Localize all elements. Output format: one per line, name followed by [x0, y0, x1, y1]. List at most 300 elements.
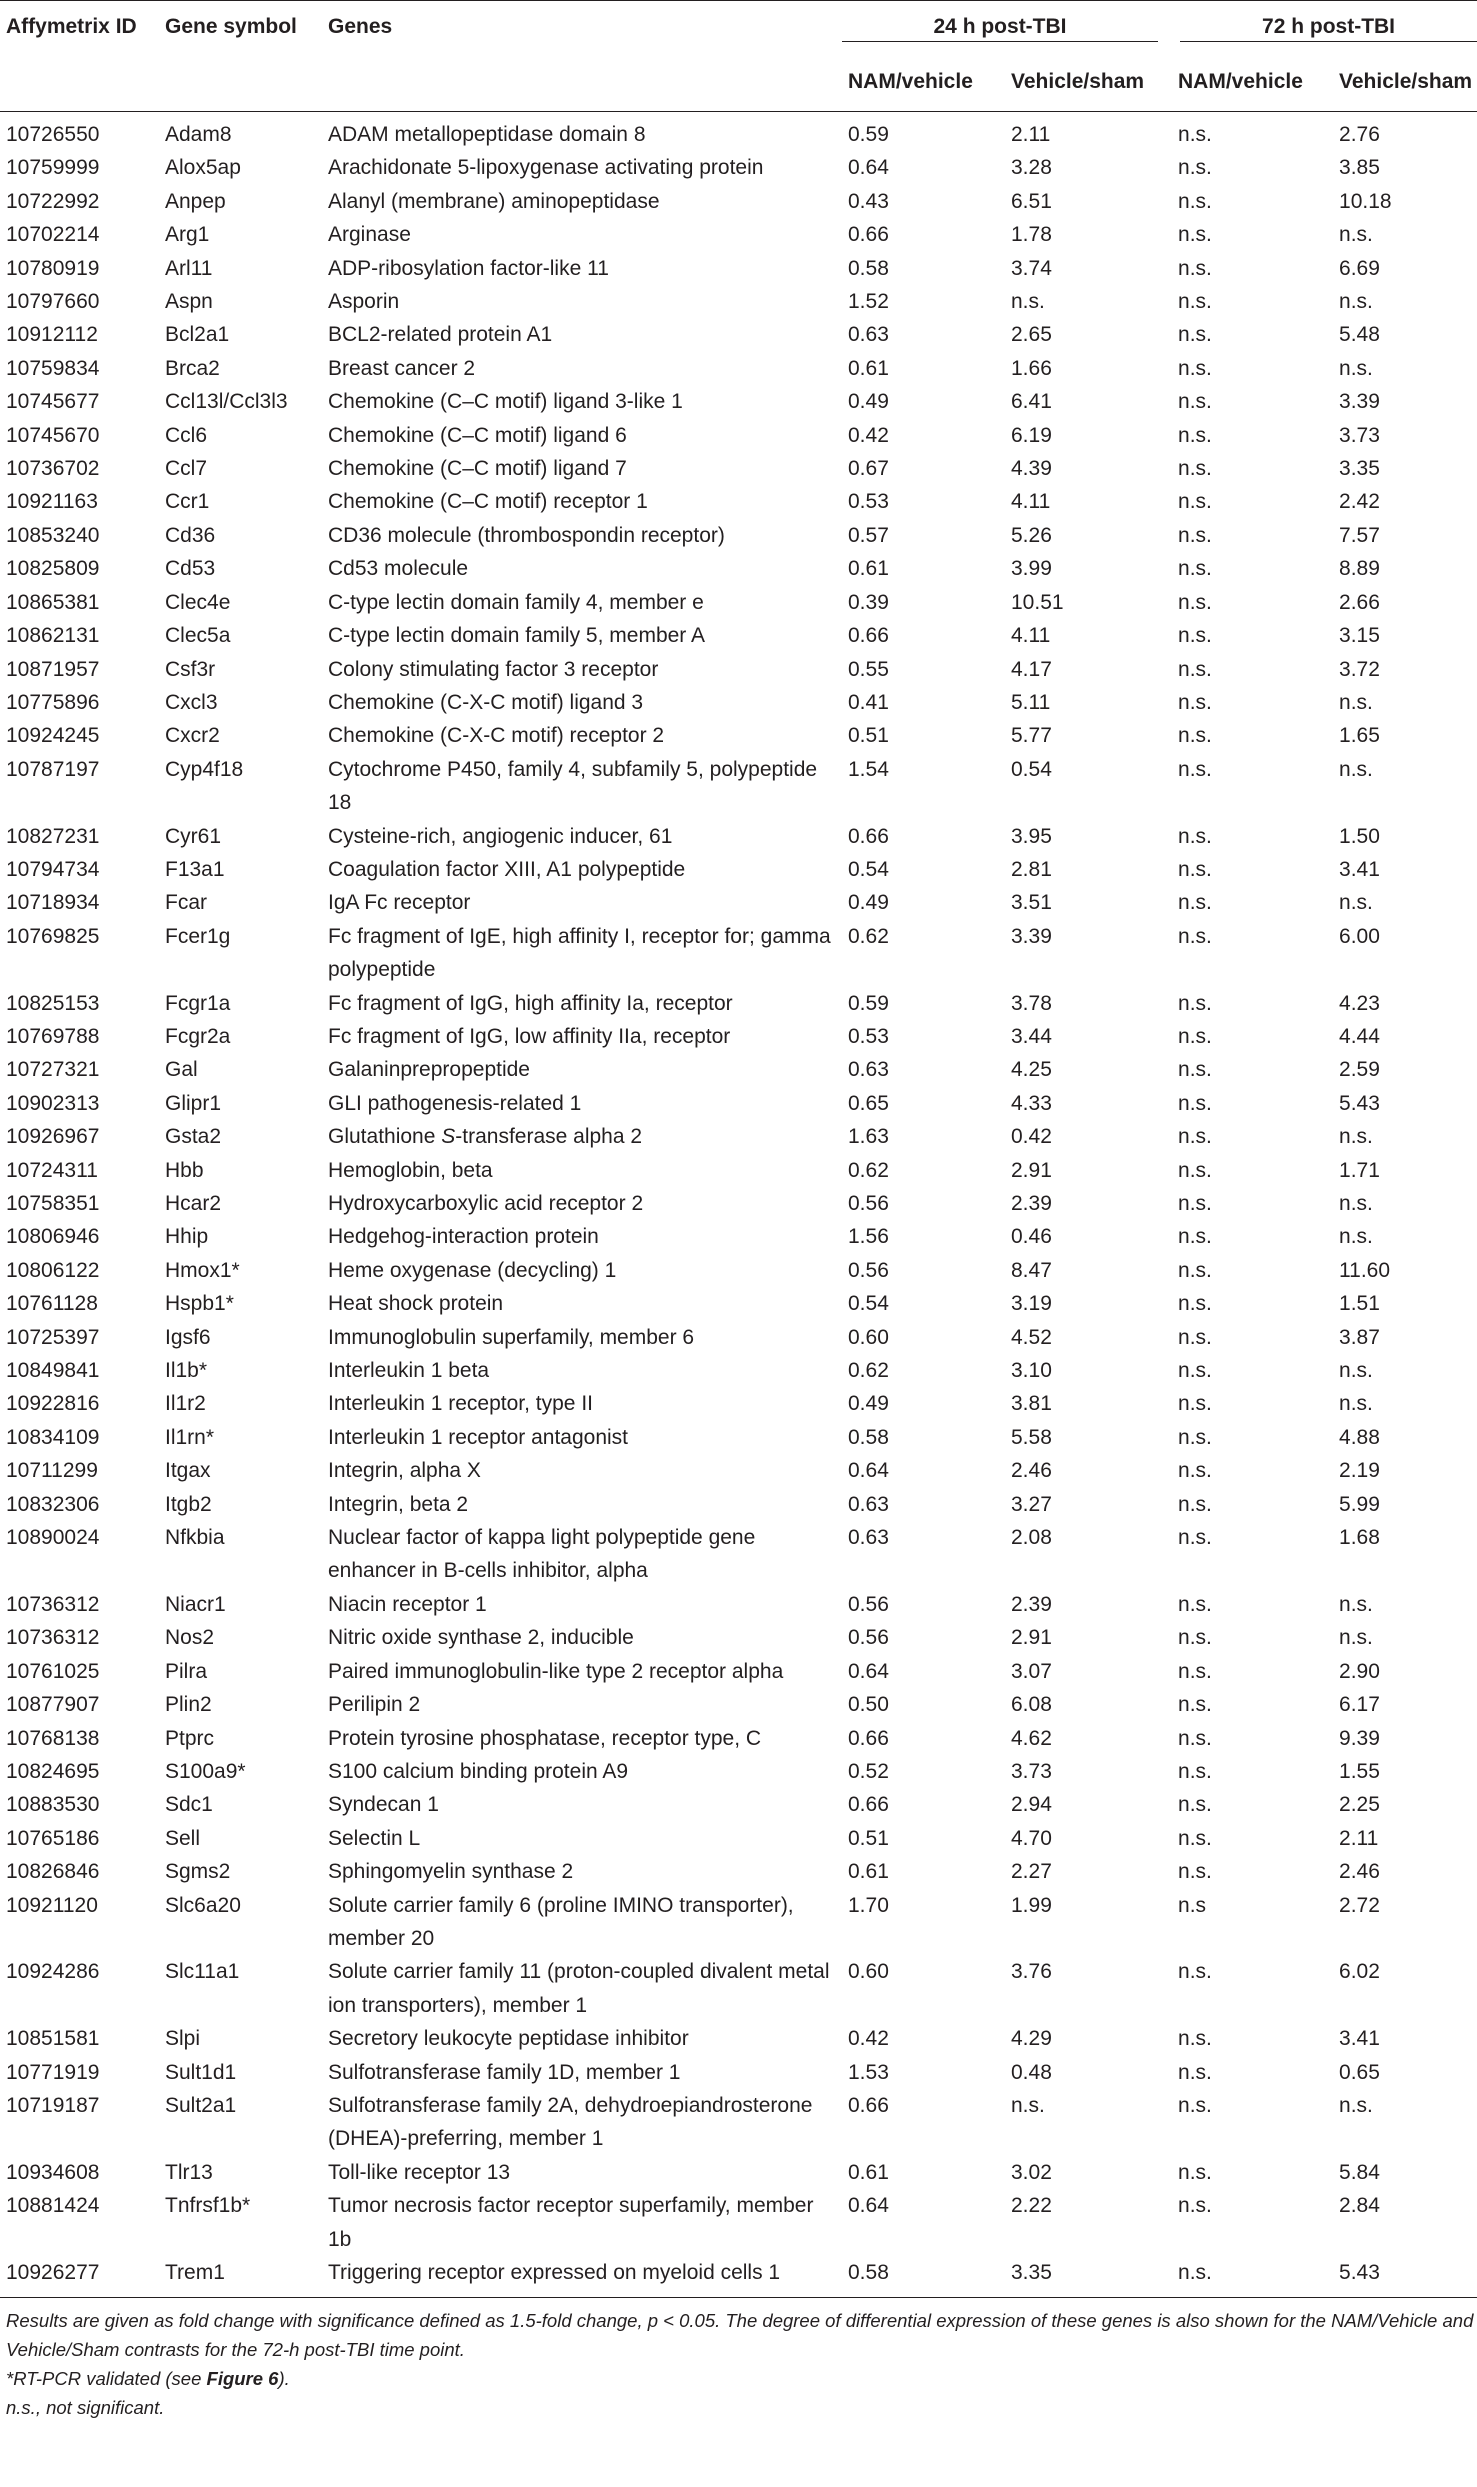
cell-gene-symbol: Pilra [165, 1659, 208, 1683]
cell-nam-vehicle-72h: n.s. [1178, 1526, 1212, 1550]
cell-vehicle-sham-72h: 9.39 [1339, 1726, 1380, 1750]
cell-affymetrix-id: 10769825 [6, 924, 100, 948]
cell-gene-name: Selectin L [328, 1826, 421, 1850]
cell-nam-vehicle-72h: n.s. [1178, 1024, 1212, 1048]
cell-nam-vehicle-72h: n.s. [1178, 2027, 1212, 2051]
cell-affymetrix-id: 10926967 [6, 1125, 100, 1149]
cell-nam-vehicle-72h: n.s. [1178, 757, 1212, 781]
cell-nam-vehicle-24h: 0.64 [848, 1459, 889, 1483]
cell-gene-symbol: Niacr1 [165, 1592, 226, 1616]
cell-gene-name: Alanyl (membrane) aminopeptidase [328, 189, 660, 213]
cell-vehicle-sham-24h: 2.39 [1011, 1192, 1052, 1215]
cell-nam-vehicle-24h: 0.49 [848, 1392, 889, 1416]
cell-nam-vehicle-72h: n.s. [1178, 423, 1212, 447]
cell-vehicle-sham-24h: 6.08 [1011, 1693, 1052, 1717]
header-group-24h [842, 1, 1172, 57]
cell-affymetrix-id: 10768138 [6, 1726, 100, 1750]
cell-gene-name: Protein tyrosine phosphatase, receptor type, C [328, 1726, 762, 1750]
cell-gene-symbol: Brca2 [165, 356, 220, 380]
table-row [0, 2022, 1477, 2055]
cell-gene-name: Chemokine (C-X-C motif) receptor 2 [328, 724, 665, 748]
cell-gene-symbol: Csf3r [165, 657, 216, 681]
cell-vehicle-sham-72h: 6.69 [1339, 256, 1380, 280]
table-row [0, 1053, 1477, 1086]
cell-vehicle-sham-72h: 5.43 [1339, 2261, 1380, 2284]
cell-vehicle-sham-72h: n.s. [1339, 1392, 1373, 1416]
cell-vehicle-sham-72h: 3.85 [1339, 156, 1380, 180]
table-row [0, 1387, 1477, 1420]
cell-gene-symbol: Gsta2 [165, 1125, 222, 1149]
cell-vehicle-sham-72h: 2.25 [1339, 1793, 1380, 1817]
table-row [0, 485, 1477, 518]
header-spacer [159, 57, 322, 112]
cell-vehicle-sham-24h: 3.73 [1011, 1759, 1052, 1783]
cell-nam-vehicle-24h: 0.56 [848, 1626, 889, 1650]
cell-nam-vehicle-24h: 0.58 [848, 1425, 889, 1449]
cell-gene-name: Fc fragment of IgG, high affinity Ia, receptor [328, 991, 733, 1015]
cell-gene-name: BCL2-related protein A1 [328, 323, 553, 347]
cell-nam-vehicle-24h: 0.50 [848, 1693, 889, 1717]
cell-nam-vehicle-72h: n.s. [1178, 590, 1212, 614]
cell-vehicle-sham-24h: 2.91 [1011, 1626, 1052, 1650]
cell-gene-name: Chemokine (C–C motif) ligand 3-like 1 [328, 390, 683, 414]
cell-vehicle-sham-72h: 6.02 [1339, 1960, 1380, 1984]
cell-vehicle-sham-24h: 3.07 [1011, 1659, 1052, 1683]
cell-nam-vehicle-72h: n.s. [1178, 323, 1212, 347]
header-vehicle-sham-72h: Vehicle/sham [1339, 69, 1473, 93]
cell-gene-symbol: Fcar [165, 891, 207, 915]
cell-nam-vehicle-72h: n.s. [1178, 1726, 1212, 1750]
cell-affymetrix-id: 10727321 [6, 1058, 100, 1082]
table-row [0, 1855, 1477, 1888]
cell-gene-name: C-type lectin domain family 5, member A [328, 624, 705, 648]
cell-nam-vehicle-24h: 0.63 [848, 1526, 889, 1550]
cell-gene-name: Chemokine (C–C motif) ligand 7 [328, 457, 627, 481]
cell-nam-vehicle-72h: n.s. [1178, 924, 1212, 948]
cell-affymetrix-id: 10780919 [6, 256, 100, 280]
cell-vehicle-sham-72h: 5.99 [1339, 1492, 1380, 1516]
cell-gene-symbol: S100a9* [165, 1759, 246, 1783]
cell-vehicle-sham-24h: 2.65 [1011, 323, 1052, 347]
cell-gene-symbol: Gal [165, 1058, 198, 1082]
cell-vehicle-sham-72h: 6.17 [1339, 1693, 1380, 1717]
cell-gene-symbol: Plin2 [165, 1693, 212, 1717]
cell-nam-vehicle-24h: 1.56 [848, 1225, 889, 1249]
cell-vehicle-sham-24h: 4.29 [1011, 2027, 1052, 2051]
cell-vehicle-sham-72h: n.s. [1339, 290, 1373, 314]
cell-gene-symbol: Glipr1 [165, 1091, 222, 1115]
table-row [0, 419, 1477, 452]
header-genes: Genes [328, 15, 393, 38]
cell-vehicle-sham-72h: 4.88 [1339, 1425, 1380, 1449]
cell-gene-name: Cysteine-rich, angiogenic inducer, 61 [328, 824, 673, 848]
cell-gene-name: Colony stimulating factor 3 receptor [328, 657, 659, 681]
cell-nam-vehicle-72h: n.s. [1178, 1626, 1212, 1650]
cell-vehicle-sham-72h: 2.42 [1339, 490, 1380, 514]
cell-nam-vehicle-24h: 0.66 [848, 223, 889, 247]
cell-gene-symbol: Il1r2 [165, 1392, 206, 1416]
cell-vehicle-sham-72h: 2.46 [1339, 1860, 1380, 1884]
cell-affymetrix-id: 10711299 [6, 1459, 98, 1483]
cell-gene-symbol: Sell [165, 1826, 201, 1850]
table-row [0, 552, 1477, 585]
cell-gene-name: Heme oxygenase (decycling) 1 [328, 1258, 617, 1282]
cell-vehicle-sham-72h: 7.57 [1339, 523, 1380, 547]
cell-nam-vehicle-72h: n.s. [1178, 156, 1212, 180]
cell-gene-name: Sulfotransferase family 1D, member 1 [328, 2060, 681, 2084]
cell-vehicle-sham-72h: 3.39 [1339, 390, 1380, 414]
cell-vehicle-sham-24h: 1.78 [1011, 223, 1052, 247]
cell-affymetrix-id: 10924245 [6, 724, 100, 748]
cell-vehicle-sham-24h: 4.11 [1011, 624, 1051, 648]
table-row [0, 2189, 1477, 2256]
cell-affymetrix-id: 10736312 [6, 1592, 100, 1616]
cell-affymetrix-id: 10825153 [6, 991, 100, 1015]
cell-gene-name: S100 calcium binding protein A9 [328, 1759, 629, 1783]
cell-gene-symbol: Itgax [165, 1459, 211, 1483]
cell-vehicle-sham-24h: 6.19 [1011, 423, 1052, 447]
cell-gene-symbol: Cd53 [165, 557, 216, 581]
table-row [0, 1621, 1477, 1654]
cell-vehicle-sham-72h: n.s. [1339, 891, 1373, 915]
cell-gene-symbol: Aspn [165, 290, 213, 314]
cell-nam-vehicle-24h: 0.64 [848, 1659, 889, 1683]
cell-gene-name: Breast cancer 2 [328, 356, 476, 380]
cell-vehicle-sham-72h: n.s. [1339, 1225, 1373, 1249]
cell-gene-name: Immunoglobulin superfamily, member 6 [328, 1325, 695, 1349]
header-group-72h-label: 72 h post-TBI [1180, 1, 1477, 42]
cell-nam-vehicle-72h: n.s. [1178, 290, 1212, 314]
cell-nam-vehicle-72h: n.s. [1178, 1759, 1212, 1783]
cell-gene-symbol: Ptprc [165, 1726, 215, 1750]
table-footnotes [0, 2306, 1477, 2422]
cell-affymetrix-id: 10912112 [6, 323, 98, 347]
cell-vehicle-sham-72h: n.s. [1339, 1592, 1373, 1616]
cell-vehicle-sham-24h: 2.27 [1011, 1860, 1052, 1884]
cell-nam-vehicle-24h: 0.42 [848, 2027, 889, 2051]
cell-affymetrix-id: 10769788 [6, 1024, 100, 1048]
cell-nam-vehicle-24h: 1.53 [848, 2060, 889, 2084]
cell-vehicle-sham-72h: 3.72 [1339, 657, 1380, 681]
cell-vehicle-sham-24h: 0.42 [1011, 1125, 1052, 1149]
cell-nam-vehicle-24h: 1.54 [848, 757, 889, 781]
cell-gene-name: Hemoglobin, beta [328, 1158, 493, 1182]
cell-gene-symbol: Ccl7 [165, 457, 208, 481]
table-row [0, 686, 1477, 719]
table-row [0, 1788, 1477, 1821]
cell-gene-symbol: Arg1 [165, 223, 210, 247]
cell-vehicle-sham-72h: n.s. [1339, 1192, 1373, 1215]
cell-vehicle-sham-24h: 4.25 [1011, 1058, 1052, 1082]
cell-vehicle-sham-72h: 1.50 [1339, 824, 1380, 848]
cell-affymetrix-id: 10824695 [6, 1759, 100, 1783]
cell-vehicle-sham-24h: 2.94 [1011, 1793, 1052, 1817]
cell-nam-vehicle-72h: n.s. [1178, 1359, 1212, 1383]
cell-affymetrix-id: 10759834 [6, 356, 100, 380]
cell-nam-vehicle-24h: 0.55 [848, 657, 889, 681]
cell-nam-vehicle-24h: 0.58 [848, 2261, 889, 2284]
cell-vehicle-sham-24h: 3.39 [1011, 924, 1052, 948]
table-row [0, 1889, 1477, 1956]
cell-nam-vehicle-72h: n.s. [1178, 490, 1212, 514]
cell-vehicle-sham-24h: 3.35 [1011, 2261, 1052, 2284]
header-group-72h [1172, 1, 1477, 57]
cell-nam-vehicle-24h: 0.52 [848, 1759, 889, 1783]
cell-affymetrix-id: 10851581 [6, 2027, 100, 2051]
cell-gene-name: ADP-ribosylation factor-like 11 [328, 256, 609, 280]
cell-nam-vehicle-24h: 0.58 [848, 256, 889, 280]
cell-gene-name: Glutathione S-transferase alpha 2 [328, 1125, 643, 1149]
table-row [0, 2089, 1477, 2156]
cell-gene-name: Cd53 molecule [328, 557, 469, 581]
cell-vehicle-sham-24h: 3.76 [1011, 1960, 1052, 1984]
cell-vehicle-sham-24h: 1.66 [1011, 356, 1052, 380]
cell-vehicle-sham-24h: 3.99 [1011, 557, 1052, 581]
cell-nam-vehicle-72h: n.s. [1178, 1425, 1212, 1449]
cell-gene-symbol: Adam8 [165, 123, 232, 146]
cell-gene-symbol: Hcar2 [165, 1192, 222, 1215]
cell-vehicle-sham-72h: 3.35 [1339, 457, 1380, 481]
cell-affymetrix-id: 10736312 [6, 1626, 100, 1650]
table-row [0, 1655, 1477, 1688]
cell-gene-name: Chemokine (C–C motif) ligand 6 [328, 423, 627, 447]
cell-gene-symbol: Igsf6 [165, 1325, 211, 1349]
table-row [0, 218, 1477, 251]
cell-vehicle-sham-72h: 3.41 [1339, 857, 1380, 881]
table-row [0, 1087, 1477, 1120]
cell-vehicle-sham-72h: 2.90 [1339, 1659, 1380, 1683]
cell-vehicle-sham-24h: 10.51 [1011, 590, 1064, 614]
cell-affymetrix-id: 10849841 [6, 1359, 100, 1383]
table-row [0, 2156, 1477, 2189]
cell-gene-symbol: Itgb2 [165, 1492, 212, 1516]
cell-gene-name: Galaninprepropeptide [328, 1058, 530, 1082]
cell-vehicle-sham-24h: 6.41 [1011, 390, 1052, 414]
cell-affymetrix-id: 10787197 [6, 757, 100, 781]
table-row [0, 185, 1477, 218]
cell-nam-vehicle-72h: n.s. [1178, 123, 1212, 146]
cell-affymetrix-id: 10759999 [6, 156, 100, 180]
cell-nam-vehicle-24h: 0.63 [848, 1492, 889, 1516]
cell-nam-vehicle-24h: 0.43 [848, 189, 889, 213]
cell-vehicle-sham-24h: 3.74 [1011, 256, 1052, 280]
cell-vehicle-sham-24h: 8.47 [1011, 1258, 1052, 1282]
cell-vehicle-sham-24h: 4.62 [1011, 1726, 1052, 1750]
cell-gene-symbol: Tnfrsf1b* [165, 2194, 251, 2218]
cell-gene-name: Arachidonate 5-lipoxygenase activating protein [328, 156, 764, 180]
header-affymetrix-id: Affymetrix ID [6, 15, 137, 38]
table-row [0, 285, 1477, 318]
cell-gene-name: Fc fragment of IgE, high affinity I, receptor for; gamma polypeptide [328, 924, 831, 982]
cell-nam-vehicle-72h: n.s. [1178, 690, 1212, 714]
cell-vehicle-sham-72h: n.s. [1339, 223, 1373, 247]
cell-affymetrix-id: 10722992 [6, 189, 100, 213]
cell-vehicle-sham-72h: 2.76 [1339, 123, 1380, 146]
cell-nam-vehicle-72h: n.s. [1178, 2261, 1212, 2284]
cell-nam-vehicle-72h: n.s. [1178, 657, 1212, 681]
cell-vehicle-sham-24h: 0.54 [1011, 757, 1052, 781]
cell-vehicle-sham-24h: 3.10 [1011, 1359, 1052, 1383]
cell-vehicle-sham-24h: 4.11 [1011, 490, 1051, 514]
cell-gene-symbol: Cxcl3 [165, 690, 218, 714]
cell-vehicle-sham-24h: 3.95 [1011, 824, 1052, 848]
table-row [0, 1187, 1477, 1220]
cell-nam-vehicle-24h: 0.62 [848, 1359, 889, 1383]
cell-affymetrix-id: 10794734 [6, 857, 100, 881]
cell-affymetrix-id: 10806122 [6, 1258, 100, 1282]
cell-gene-symbol: Cxcr2 [165, 724, 220, 748]
table-row [0, 820, 1477, 853]
cell-affymetrix-id: 10883530 [6, 1793, 100, 1817]
cell-gene-name: Toll-like receptor 13 [328, 2160, 511, 2184]
table-row [0, 920, 1477, 987]
cell-nam-vehicle-72h: n.s. [1178, 189, 1212, 213]
cell-gene-symbol: Arl11 [165, 256, 213, 280]
cell-affymetrix-id: 10902313 [6, 1091, 100, 1115]
table-row [0, 1521, 1477, 1588]
header-group-24h-label: 24 h post-TBI [842, 1, 1158, 42]
cell-vehicle-sham-72h: 4.44 [1339, 1024, 1380, 1048]
table-row [0, 886, 1477, 919]
cell-gene-name: Solute carrier family 6 (proline IMINO transporter), member 20 [328, 1893, 794, 1950]
cell-gene-name: Tumor necrosis factor receptor superfamily, member 1b [328, 2194, 814, 2251]
figure-6-link[interactable]: Figure 6 [206, 2368, 279, 2390]
cell-affymetrix-id: 10725397 [6, 1325, 100, 1349]
cell-gene-name: Niacin receptor 1 [328, 1592, 487, 1616]
cell-affymetrix-id: 10890024 [6, 1526, 100, 1550]
cell-nam-vehicle-72h: n.s. [1178, 557, 1212, 581]
cell-nam-vehicle-72h: n.s. [1178, 390, 1212, 414]
cell-affymetrix-id: 10761128 [6, 1292, 98, 1316]
cell-affymetrix-id: 10921120 [6, 1893, 98, 1917]
cell-gene-name: Hedgehog-interaction protein [328, 1225, 599, 1249]
cell-vehicle-sham-72h: 4.23 [1339, 991, 1380, 1015]
table-row [0, 318, 1477, 351]
cell-nam-vehicle-24h: 0.67 [848, 457, 889, 481]
cell-gene-symbol: Hhip [165, 1225, 209, 1249]
table-row [0, 1254, 1477, 1287]
cell-affymetrix-id: 10862131 [6, 624, 100, 648]
cell-gene-symbol: Il1b* [165, 1359, 208, 1383]
cell-vehicle-sham-24h: 4.70 [1011, 1826, 1052, 1850]
table-row [0, 1020, 1477, 1053]
cell-vehicle-sham-72h: 2.72 [1339, 1893, 1380, 1917]
cell-gene-symbol: Ccl6 [165, 423, 208, 447]
cell-gene-name: Interleukin 1 receptor antagonist [328, 1425, 629, 1449]
cell-gene-symbol: Tlr13 [165, 2160, 213, 2184]
cell-vehicle-sham-24h: 4.39 [1011, 457, 1052, 481]
cell-nam-vehicle-24h: 0.59 [848, 123, 889, 146]
cell-nam-vehicle-24h: 0.61 [848, 356, 889, 380]
cell-affymetrix-id: 10771919 [6, 2060, 100, 2084]
table-row [0, 1154, 1477, 1187]
cell-vehicle-sham-72h: 8.89 [1339, 557, 1380, 581]
cell-vehicle-sham-72h: 11.60 [1339, 1258, 1391, 1282]
cell-vehicle-sham-24h: 3.28 [1011, 156, 1052, 180]
cell-gene-name: Nitric oxide synthase 2, inducible [328, 1626, 634, 1650]
cell-vehicle-sham-24h: 3.27 [1011, 1492, 1052, 1516]
table-row [0, 987, 1477, 1020]
table-row [0, 2256, 1477, 2298]
cell-vehicle-sham-72h: 3.73 [1339, 423, 1380, 447]
cell-vehicle-sham-72h: n.s. [1339, 1359, 1373, 1383]
cell-nam-vehicle-72h: n.s. [1178, 2160, 1212, 2184]
cell-nam-vehicle-72h: n.s. [1178, 1125, 1212, 1149]
cell-nam-vehicle-72h: n.s. [1178, 1325, 1212, 1349]
cell-nam-vehicle-24h: 1.63 [848, 1125, 889, 1149]
cell-nam-vehicle-72h: n.s. [1178, 857, 1212, 881]
cell-vehicle-sham-72h: 1.71 [1339, 1158, 1380, 1182]
cell-nam-vehicle-24h: 0.62 [848, 1158, 889, 1182]
cell-nam-vehicle-24h: 0.53 [848, 1024, 889, 1048]
cell-nam-vehicle-24h: 0.57 [848, 523, 889, 547]
cell-vehicle-sham-24h: 2.08 [1011, 1526, 1052, 1550]
cell-nam-vehicle-24h: 0.41 [848, 690, 889, 714]
table-row [0, 1755, 1477, 1788]
cell-nam-vehicle-24h: 0.65 [848, 1091, 889, 1115]
cell-affymetrix-id: 10853240 [6, 523, 100, 547]
cell-gene-name: Integrin, beta 2 [328, 1492, 469, 1516]
cell-nam-vehicle-72h: n.s. [1178, 891, 1212, 915]
cell-gene-symbol: F13a1 [165, 857, 225, 881]
cell-vehicle-sham-72h: 1.68 [1339, 1526, 1380, 1550]
cell-gene-symbol: Hbb [165, 1158, 204, 1182]
cell-vehicle-sham-24h: 1.99 [1011, 1893, 1052, 1917]
cell-nam-vehicle-72h: n.s. [1178, 523, 1212, 547]
cell-vehicle-sham-72h: 3.87 [1339, 1325, 1380, 1349]
header-nam-vehicle-24h: NAM/vehicle [848, 69, 973, 93]
cell-nam-vehicle-24h: 0.61 [848, 557, 889, 581]
cell-nam-vehicle-72h: n.s. [1178, 1192, 1212, 1215]
cell-vehicle-sham-72h: n.s. [1339, 1626, 1373, 1650]
cell-nam-vehicle-72h: n.s. [1178, 1826, 1212, 1850]
cell-affymetrix-id: 10719187 [6, 2093, 100, 2117]
cell-gene-name: Chemokine (C-X-C motif) ligand 3 [328, 690, 644, 714]
cell-nam-vehicle-72h: n.s. [1178, 2093, 1212, 2117]
table-row [0, 151, 1477, 184]
table-row [0, 619, 1477, 652]
cell-gene-symbol: Sgms2 [165, 1860, 231, 1884]
cell-gene-symbol: Ccl13l/Ccl3l3 [165, 390, 288, 414]
cell-vehicle-sham-72h: 2.19 [1339, 1459, 1380, 1483]
cell-affymetrix-id: 10758351 [6, 1192, 100, 1215]
cell-vehicle-sham-24h: 5.11 [1011, 690, 1051, 714]
cell-nam-vehicle-24h: 0.51 [848, 724, 889, 748]
cell-affymetrix-id: 10934608 [6, 2160, 100, 2184]
cell-gene-symbol: Il1rn* [165, 1425, 215, 1449]
header-spacer [0, 57, 159, 112]
cell-vehicle-sham-24h: 0.46 [1011, 1225, 1052, 1249]
footnote-rtpcr-suffix: ). [278, 2368, 290, 2390]
cell-nam-vehicle-72h: n.s. [1178, 1492, 1212, 1516]
cell-gene-name: Sphingomyelin synthase 2 [328, 1860, 574, 1884]
cell-nam-vehicle-24h: 0.56 [848, 1592, 889, 1616]
cell-gene-symbol: Alox5ap [165, 156, 241, 180]
cell-gene-name: Chemokine (C–C motif) receptor 1 [328, 490, 648, 514]
table-row [0, 1488, 1477, 1521]
cell-gene-symbol: Ccr1 [165, 490, 210, 514]
cell-vehicle-sham-24h: 2.46 [1011, 1459, 1052, 1483]
cell-vehicle-sham-72h: 2.11 [1339, 1826, 1379, 1850]
cell-vehicle-sham-24h: 2.81 [1011, 857, 1052, 881]
cell-affymetrix-id: 10761025 [6, 1659, 100, 1683]
header-nam-vehicle-72h: NAM/vehicle [1178, 69, 1303, 93]
cell-vehicle-sham-24h: 5.77 [1011, 724, 1052, 748]
cell-vehicle-sham-24h: 2.39 [1011, 1592, 1052, 1616]
cell-nam-vehicle-24h: 0.56 [848, 1258, 889, 1282]
cell-gene-name: Nuclear factor of kappa light polypeptide gene enhancer in B-cells inhibitor, alpha [328, 1526, 756, 1583]
cell-affymetrix-id: 10736702 [6, 457, 100, 481]
